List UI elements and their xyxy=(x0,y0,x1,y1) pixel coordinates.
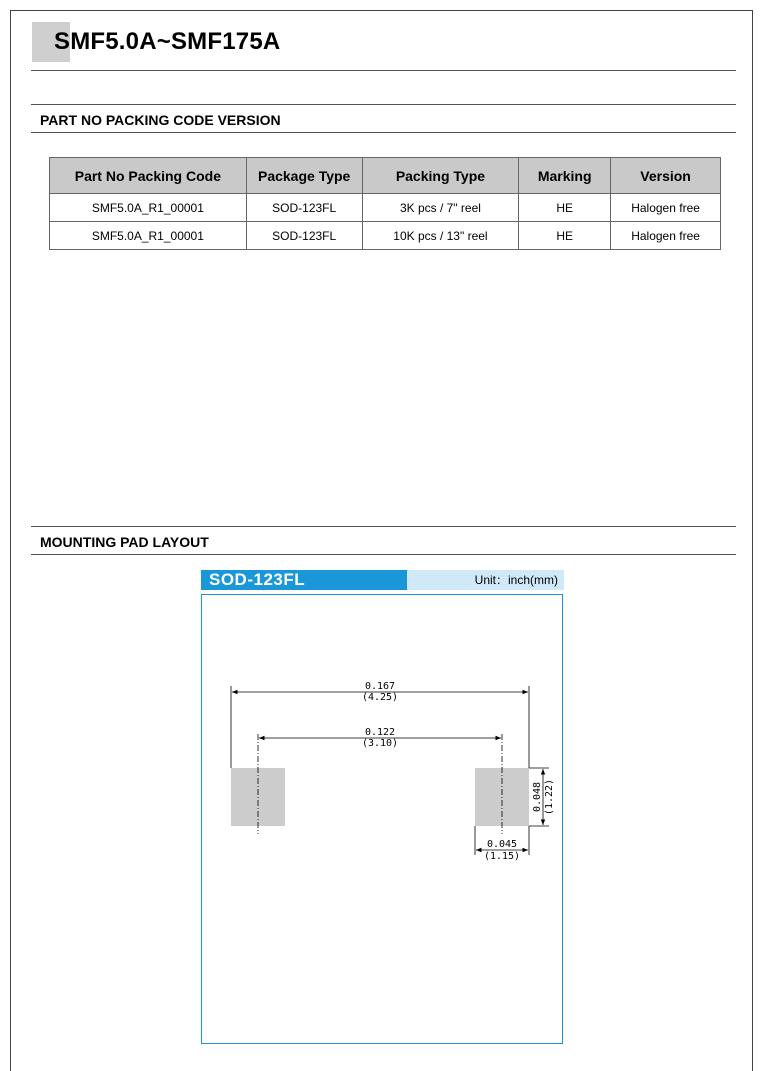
table-cell: 10K pcs / 13" reel xyxy=(362,222,519,250)
pad-width-inch-label: 0.045 xyxy=(486,839,518,850)
package-name: SOD-123FL xyxy=(201,570,407,590)
table-cell: Halogen free xyxy=(611,194,721,222)
table-cell: SMF5.0A_R1_00001 xyxy=(50,194,247,222)
table-cell: SMF5.0A_R1_00001 xyxy=(50,222,247,250)
table-cell: HE xyxy=(519,222,611,250)
mounting-section-title: MOUNTING PAD LAYOUT xyxy=(40,534,209,550)
overall-inch-label: 0.167 xyxy=(364,681,396,692)
page-title: SMF5.0A~SMF175A xyxy=(54,28,281,55)
table-cell: HE xyxy=(519,194,611,222)
table-cell: SOD-123FL xyxy=(246,194,362,222)
overall-mm-label: (4.25) xyxy=(361,692,399,703)
column-header: Packing Type xyxy=(362,158,519,194)
column-header: Part No Packing Code xyxy=(50,158,247,194)
unit-label: Unit：inch(mm) xyxy=(474,573,558,587)
center-mm-label: (3.10) xyxy=(361,738,399,749)
column-header: Marking xyxy=(519,158,611,194)
pad-height-inch-label: 0.048 xyxy=(532,781,543,813)
center-inch-label: 0.122 xyxy=(364,727,396,738)
column-header: Version xyxy=(611,158,721,194)
packing-section-title: PART NO PACKING CODE VERSION xyxy=(40,112,281,128)
pad-height-mm-label: (1.22) xyxy=(544,778,555,816)
table-cell: SOD-123FL xyxy=(246,222,362,250)
table-cell: Halogen free xyxy=(611,222,721,250)
table-cell: 3K pcs / 7" reel xyxy=(362,194,519,222)
column-header: Package Type xyxy=(246,158,362,194)
pad-width-mm-label: (1.15) xyxy=(483,851,521,862)
